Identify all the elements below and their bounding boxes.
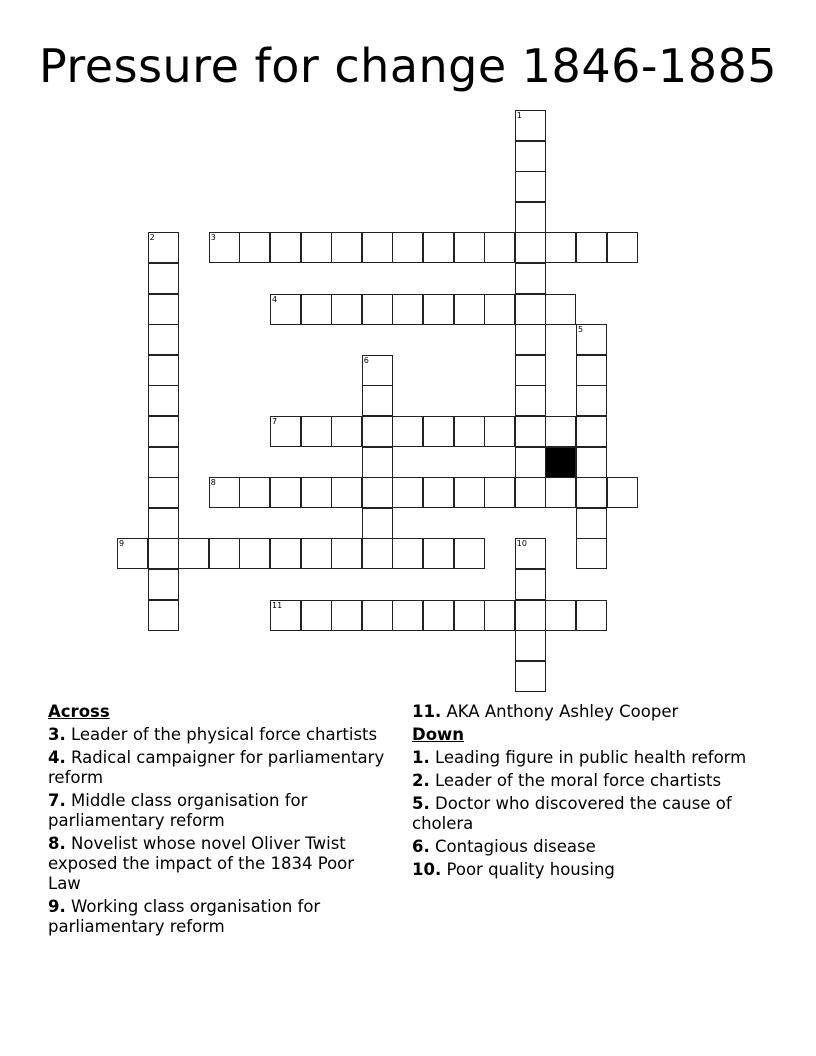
grid-cell[interactable] <box>515 171 546 202</box>
cell-number: 10 <box>516 539 527 549</box>
grid-cell[interactable] <box>454 538 485 569</box>
clue-text: Working class organisation for parliamentary reform <box>48 897 321 936</box>
grid-cell[interactable] <box>423 416 454 447</box>
grid-cell[interactable] <box>515 324 546 355</box>
grid-cell[interactable] <box>117 538 148 569</box>
clue-text: AKA Anthony Ashley Cooper <box>446 702 679 721</box>
grid-cell[interactable] <box>515 600 546 631</box>
grid-cell[interactable] <box>423 232 454 263</box>
grid-cell[interactable] <box>392 416 423 447</box>
grid-cell[interactable] <box>270 416 301 447</box>
grid-cell[interactable] <box>515 202 546 233</box>
grid-cell[interactable] <box>362 477 393 508</box>
grid-cell[interactable] <box>148 232 179 263</box>
grid-cell[interactable] <box>576 416 607 447</box>
grid-cell[interactable] <box>484 294 515 325</box>
clue-number: 10. <box>412 860 442 879</box>
grid-cell[interactable] <box>607 232 638 263</box>
grid-cell[interactable] <box>515 447 546 478</box>
grid-cell[interactable] <box>362 600 393 631</box>
grid-cell[interactable] <box>515 110 546 141</box>
grid-cell[interactable] <box>209 538 240 569</box>
grid-cell[interactable] <box>178 538 209 569</box>
clue-down-10 <box>412 860 762 880</box>
grid-cell[interactable] <box>576 355 607 386</box>
grid-cell[interactable] <box>270 232 301 263</box>
grid-cell[interactable] <box>515 416 546 447</box>
clue-text: Leading figure in public health reform <box>435 748 747 767</box>
clue-down-6 <box>412 837 762 857</box>
cell-number: 1 <box>516 111 522 120</box>
grid-cell[interactable] <box>576 600 607 631</box>
cell-number: 4 <box>272 294 278 304</box>
cell-number: 2 <box>149 233 155 243</box>
grid-cell[interactable] <box>148 324 179 355</box>
clue-number: 2. <box>412 771 430 790</box>
clue-across-11 <box>412 702 762 722</box>
grid-cell[interactable] <box>331 416 362 447</box>
clue-text: Leader of the moral force chartists <box>435 771 722 790</box>
grid-cell[interactable] <box>362 538 393 569</box>
grid-cell[interactable] <box>484 477 515 508</box>
grid-cell[interactable] <box>362 508 393 539</box>
grid-cell[interactable] <box>454 600 485 631</box>
grid-cell[interactable] <box>331 232 362 263</box>
clue-text: Poor quality housing <box>446 860 615 879</box>
grid-cell[interactable] <box>362 385 393 416</box>
clue-across-9 <box>48 897 388 937</box>
clue-across-4 <box>48 748 388 788</box>
grid-cell[interactable] <box>148 263 179 294</box>
grid-cell[interactable] <box>148 477 179 508</box>
grid-cell[interactable] <box>148 416 179 447</box>
grid-cell[interactable] <box>301 294 332 325</box>
clue-number: 6. <box>412 837 430 856</box>
grid-cell[interactable] <box>515 263 546 294</box>
grid-cell[interactable] <box>362 294 393 325</box>
grid-cell[interactable] <box>454 232 485 263</box>
grid-cell[interactable] <box>515 538 546 569</box>
clue-text: Leader of the physical force chartists <box>71 725 378 744</box>
grid-cell[interactable] <box>515 569 546 600</box>
grid-cell[interactable] <box>392 477 423 508</box>
clue-number: 11. <box>412 702 442 721</box>
grid-cell[interactable] <box>484 416 515 447</box>
grid-cell[interactable] <box>423 538 454 569</box>
grid-cell[interactable] <box>515 232 546 263</box>
cell-number: 8 <box>210 478 216 488</box>
grid-cell[interactable] <box>392 600 423 631</box>
grid-cell[interactable] <box>576 538 607 569</box>
grid-cell[interactable] <box>515 385 546 416</box>
grid-block-cell <box>545 447 576 478</box>
grid-cell[interactable] <box>148 294 179 325</box>
grid-cell[interactable] <box>239 538 270 569</box>
grid-cell[interactable] <box>301 232 332 263</box>
grid-cell[interactable] <box>301 477 332 508</box>
grid-cell[interactable] <box>270 600 301 631</box>
grid-cell[interactable] <box>576 385 607 416</box>
grid-cell[interactable] <box>148 508 179 539</box>
cell-number: 5 <box>578 325 584 335</box>
clue-number: 9. <box>48 897 66 916</box>
grid-cell[interactable] <box>301 416 332 447</box>
grid-cell[interactable] <box>270 477 301 508</box>
puzzle-title: Pressure for change 1846-1885 <box>38 39 778 93</box>
clue-down-2 <box>412 771 762 791</box>
grid-cell[interactable] <box>515 355 546 386</box>
grid-cell[interactable] <box>454 294 485 325</box>
cell-number: 3 <box>210 233 216 243</box>
grid-cell[interactable] <box>545 232 576 263</box>
grid-cell[interactable] <box>454 477 485 508</box>
grid-cell[interactable] <box>239 232 270 263</box>
clue-text: Radical campaigner for parliamentary reform <box>48 748 385 787</box>
grid-cell[interactable] <box>484 600 515 631</box>
grid-cell[interactable] <box>484 232 515 263</box>
grid-cell[interactable] <box>331 538 362 569</box>
grid-cell[interactable] <box>515 630 546 661</box>
grid-cell[interactable] <box>423 477 454 508</box>
clues-left-column <box>48 702 388 940</box>
clue-across-3 <box>48 725 388 745</box>
grid-cell[interactable] <box>209 232 240 263</box>
grid-cell[interactable] <box>515 141 546 172</box>
grid-cell[interactable] <box>515 294 546 325</box>
clue-across-7 <box>48 791 388 831</box>
grid-cell[interactable] <box>148 569 179 600</box>
grid-cell[interactable] <box>270 294 301 325</box>
grid-cell[interactable] <box>148 538 179 569</box>
clue-text: Middle class organisation for parliamentary reform <box>48 791 308 830</box>
clue-text: Contagious disease <box>435 837 596 856</box>
grid-cell[interactable] <box>148 600 179 631</box>
grid-cell[interactable] <box>576 447 607 478</box>
clues-right-column <box>412 702 762 883</box>
grid-cell[interactable] <box>362 355 393 386</box>
grid-cell[interactable] <box>301 538 332 569</box>
grid-cell[interactable] <box>209 477 240 508</box>
cell-number: 9 <box>119 539 125 549</box>
grid-cell[interactable] <box>331 600 362 631</box>
grid-cell[interactable] <box>454 416 485 447</box>
grid-cell[interactable] <box>148 385 179 416</box>
grid-cell[interactable] <box>607 477 638 508</box>
grid-cell[interactable] <box>331 294 362 325</box>
grid-cell[interactable] <box>576 508 607 539</box>
clue-text: Novelist whose novel Oliver Twist exposed the impact of the 1834 Poor Law <box>48 834 355 893</box>
grid-cell[interactable] <box>148 355 179 386</box>
grid-cell[interactable] <box>545 416 576 447</box>
clue-down-5 <box>412 794 762 834</box>
grid-cell[interactable] <box>515 477 546 508</box>
grid-cell[interactable] <box>576 232 607 263</box>
grid-cell[interactable] <box>301 600 332 631</box>
clue-number: 5. <box>412 794 430 813</box>
grid-cell[interactable] <box>423 600 454 631</box>
grid-cell[interactable] <box>545 600 576 631</box>
grid-cell[interactable] <box>148 447 179 478</box>
grid-cell[interactable] <box>392 538 423 569</box>
cell-number: 11 <box>272 600 283 610</box>
clue-number: 1. <box>412 748 430 767</box>
clue-down-1 <box>412 748 762 768</box>
clue-number: 8. <box>48 834 66 853</box>
clue-number: 4. <box>48 748 66 767</box>
grid-cell[interactable] <box>576 324 607 355</box>
clue-number: 3. <box>48 725 66 744</box>
grid-cell[interactable] <box>545 477 576 508</box>
clue-number: 7. <box>48 791 66 810</box>
grid-cell[interactable] <box>392 294 423 325</box>
clue-across-8 <box>48 834 388 894</box>
grid-cell[interactable] <box>362 232 393 263</box>
grid-cell[interactable] <box>423 294 454 325</box>
grid-cell[interactable] <box>545 294 576 325</box>
grid-cell[interactable] <box>515 661 546 692</box>
grid-cell[interactable] <box>362 416 393 447</box>
grid-cell[interactable] <box>362 447 393 478</box>
grid-cell[interactable] <box>239 477 270 508</box>
clue-text: Doctor who discovered the cause of cholera <box>412 794 732 833</box>
grid-cell[interactable] <box>270 538 301 569</box>
cell-number: 6 <box>363 355 369 365</box>
grid-cell[interactable] <box>392 232 423 263</box>
grid-cell[interactable] <box>331 477 362 508</box>
down-heading: Down <box>412 725 465 744</box>
across-heading: Across <box>48 702 110 721</box>
grid-cell[interactable] <box>576 477 607 508</box>
cell-number: 7 <box>272 417 278 426</box>
